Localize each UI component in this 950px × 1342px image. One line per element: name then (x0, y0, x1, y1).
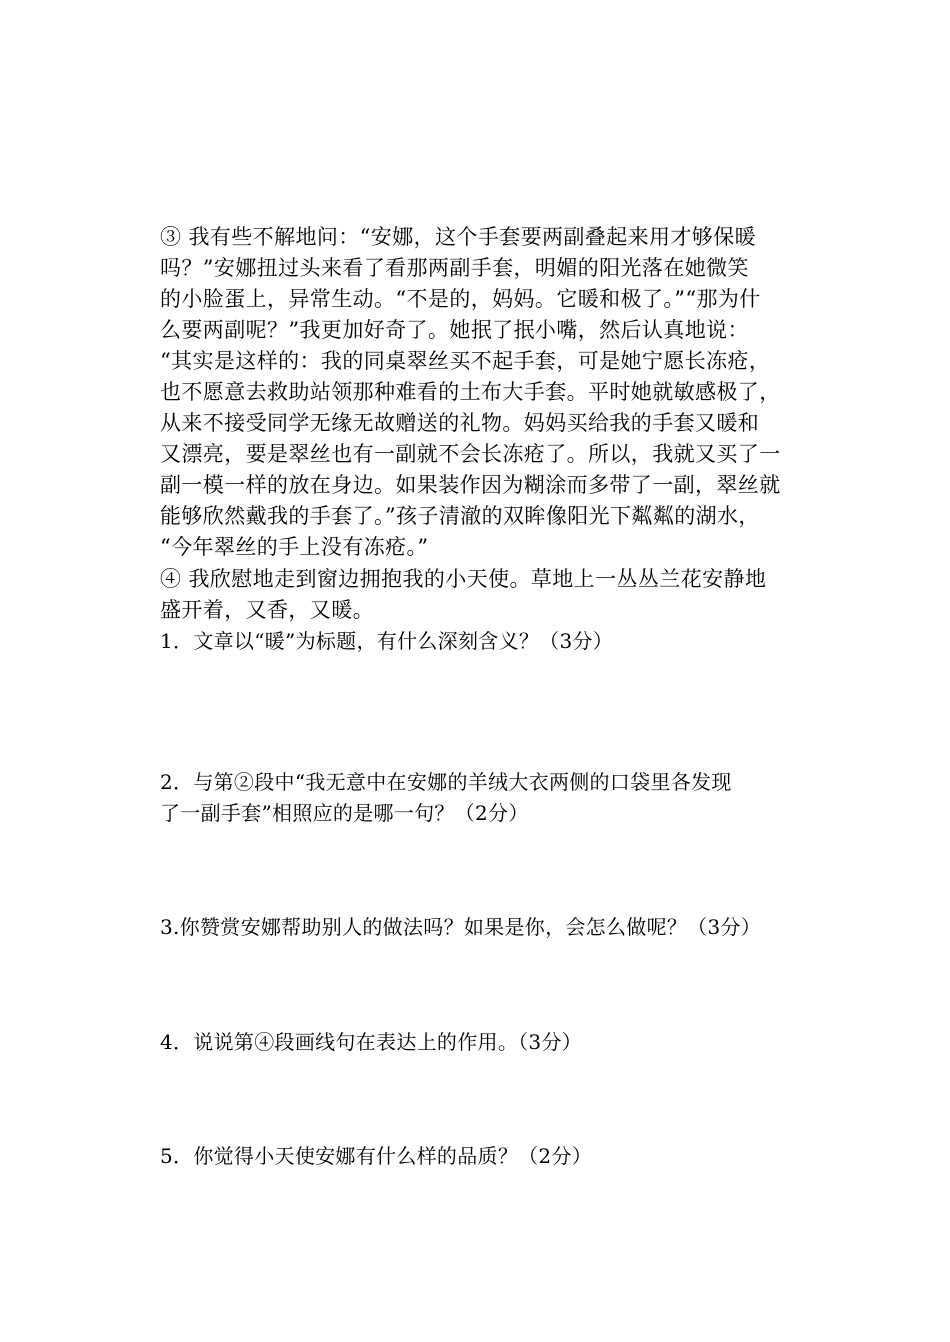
question-4: 4．说说第④段画线句在表达上的作用。（3分） (160, 1030, 583, 1054)
para3-line-10: 能够欣然戴我的手套了。”孩子清澈的双眸像阳光下粼粼的湖水， (160, 504, 760, 528)
question-2-line-2: 了一副手套”相照应的是哪一句？（2分） (160, 801, 529, 825)
para3-line-3: 的小脸蛋上，异常生动。“不是的，妈妈。它暖和极了。”“那为什 (160, 287, 761, 311)
question-2-line-1: 2．与第②段中“我无意中在安娜的羊绒大衣两侧的口袋里各发现 (160, 770, 732, 794)
para3-line-1: ③ 我有些不解地问：“安娜，这个手套要两副叠起来用才够保暖 (160, 225, 757, 249)
para3-line-5: “其实是这样的：我的同桌翠丝买不起手套，可是她宁愿长冻疮， (160, 349, 771, 373)
para4-line-2: 盛开着，又香，又暖。 (160, 598, 374, 622)
para3-line-11: “今年翠丝的手上没有冻疮。” (160, 535, 429, 559)
para4-line-1: ④ 我欣慰地走到窗边拥抱我的小天使。草地上一丛丛兰花安静地 (160, 567, 767, 591)
question-1: 1．文章以“暖”为标题，有什么深刻含义？（3分） (160, 629, 614, 653)
para3-line-2: 吗？”安娜扭过头来看了看那两副手套，明媚的阳光落在她微笑 (160, 256, 749, 280)
para3-line-7: 从来不接受同学无缘无故赠送的礼物。妈妈买给我的手套又暖和 (160, 411, 760, 435)
para3-line-4: 么要两副呢？”我更加好奇了。她抿了抿小嘴，然后认真地说： (160, 318, 749, 342)
para3-line-6: 也不愿意去救助站领那种难看的土布大手套。平时她就敏感极了， (160, 380, 781, 404)
question-3: 3.你赞赏安娜帮助别人的做法吗？如果是你，会怎么做呢？（3分） (160, 915, 762, 939)
para3-line-9: 副一模一样的放在身边。如果装作因为糊涂而多带了一副，翠丝就 (160, 473, 781, 497)
question-5: 5．你觉得小天使安娜有什么样的品质？（2分） (160, 1144, 593, 1168)
para3-line-8: 又漂亮，要是翠丝也有一副就不会长冻疮了。所以，我就又买了一 (160, 442, 781, 466)
